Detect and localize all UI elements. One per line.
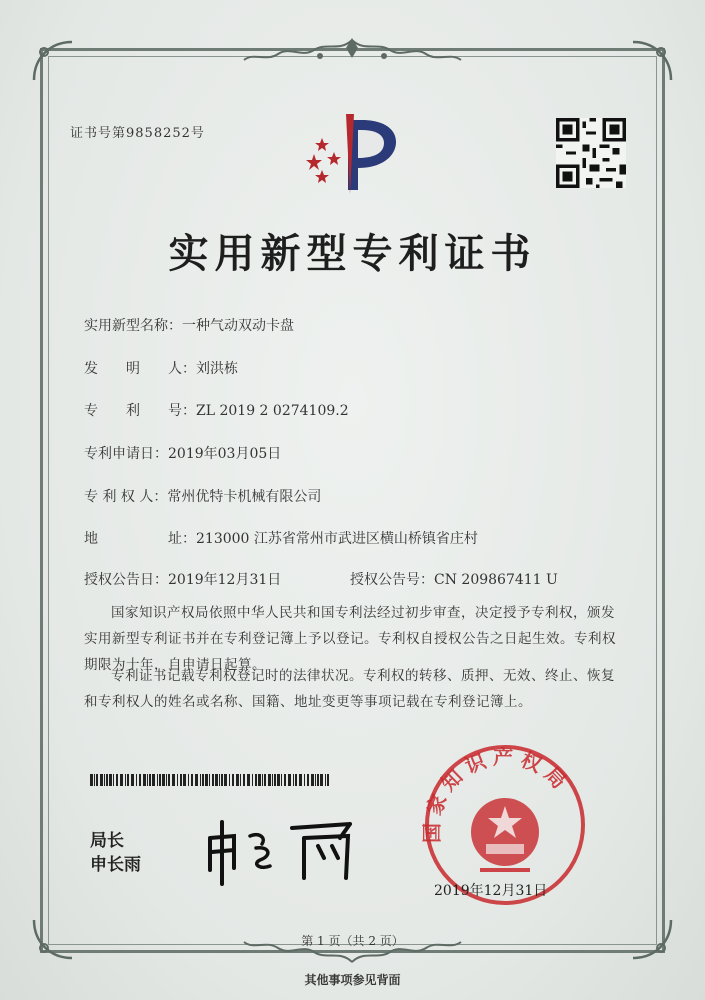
label-grant-number: 授权公告号：: [350, 572, 434, 588]
field-inventor: [84, 358, 238, 378]
seal-date: 2019年12月31日: [434, 883, 548, 899]
certificate-title: 实用新型专利证书: [168, 230, 537, 277]
field-address: [84, 528, 478, 548]
label-application-date: 专利申请日：: [84, 446, 168, 462]
field-utility-model-name: [84, 315, 294, 335]
handwritten-signature-icon: [200, 808, 370, 888]
label-utility-model-name: 实用新型名称：: [84, 318, 182, 334]
value-grant-number: CN 209867411 U: [434, 572, 558, 588]
corner-ornament-top-right: [629, 38, 675, 84]
director-title: 局长: [90, 831, 124, 851]
label-inventor: 发 明 人：: [84, 361, 196, 377]
label-patentee: 专 利 权 人：: [84, 489, 168, 505]
corner-ornament-top-left: [30, 38, 76, 84]
value-application-date: 2019年03月05日: [168, 446, 282, 462]
page-number: 第 1 页（共 2 页）: [301, 934, 404, 948]
paragraph-grant-decision: 国家知识产权局依照中华人民共和国专利法经过初步审查，决定授予专利权，颁发实用新型专利证书并在专利登记簿上予以登记。专利权自授权公告之日起生效。专利权期限为十年，自申请日起算。: [84, 605, 616, 673]
footer-note: 其他事项参见背面: [304, 973, 401, 987]
field-grant-number: [350, 569, 558, 589]
cnipa-logo-icon: [292, 110, 412, 200]
field-application-date: [84, 443, 281, 463]
field-patentee: [84, 486, 321, 506]
value-inventor: 刘洪栋: [196, 361, 238, 377]
barcode-icon: [90, 774, 330, 786]
value-address: 213000 江苏省常州市武进区横山桥镇省庄村: [196, 531, 478, 547]
qr-code-icon: [556, 118, 626, 188]
field-grant-date: [84, 569, 281, 589]
label-grant-date: 授权公告日：: [84, 572, 168, 588]
director-name: 申长雨: [90, 855, 141, 875]
paragraph-legal-status: 专利证书记载专利权登记时的法律状况。专利权的转移、质押、无效、终止、恢复和专利权人的姓名或名称、国籍、地址变更等事项记载在专利登记簿上。: [84, 668, 615, 710]
certificate-number: 证书号第9858252号: [70, 126, 205, 141]
top-ornament: [240, 34, 465, 74]
field-patent-number: [84, 400, 349, 420]
svg-text:国家知识产权局: 国家知识产权局: [420, 745, 576, 844]
label-patent-number: 专 利 号：: [84, 403, 196, 419]
value-utility-model-name: 一种气动双动卡盘: [182, 318, 294, 334]
label-address: 地 址：: [84, 531, 196, 547]
value-patentee: 常州优特卡机械有限公司: [167, 489, 322, 505]
value-patent-number: ZL 2019 2 0274109.2: [196, 403, 349, 419]
value-grant-date: 2019年12月31日: [168, 572, 282, 588]
